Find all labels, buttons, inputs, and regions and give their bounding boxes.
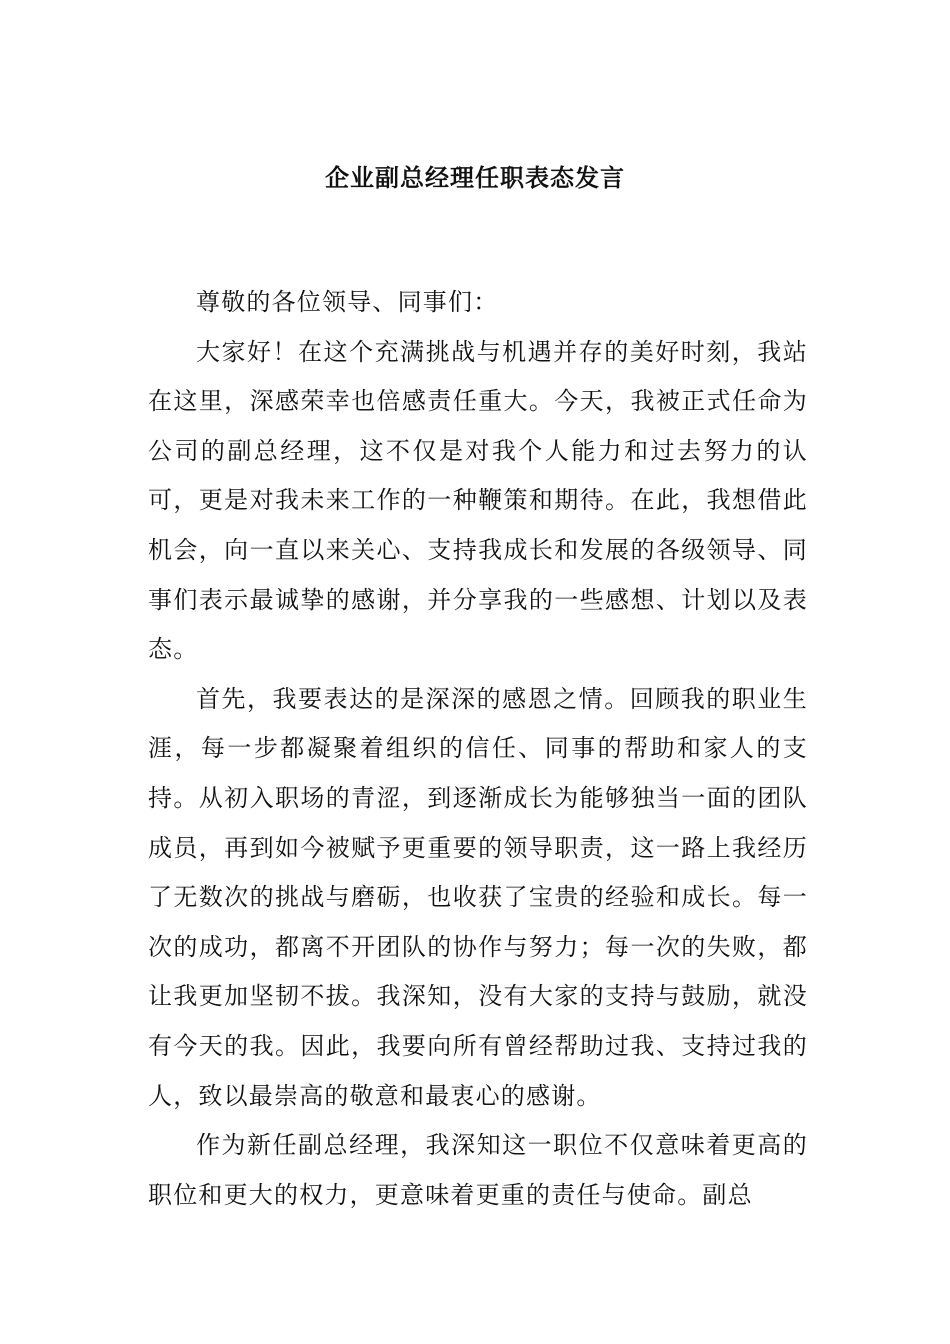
- paragraph-salutation: 尊敬的各位领导、同事们：: [196, 288, 499, 316]
- paragraph-responsibility: 作为新任副总经理，我深知这一职位不仅意味着更高的职位和更大的权力，更意味着更重的责任与使命。副总: [148, 1131, 808, 1209]
- paragraph-gratitude: 首先，我要表达的是深深的感恩之情。回顾我的职业生涯，每一步都凝聚着组织的信任、同事的帮助和家人的支持。从初入职场的青涩，到逐渐成长为能够独当一面的团队成员，再到如今被赋予更重要的领导职责，这一路上我经历了无数次的挑战与磨砺，也收获了宝贵的经验和成长。每一次的成功，都离不开团队的协作与努力；每一次的失败，都让我更加坚韧不拔。我深知，没有大家的支持与鼓励，就没有今天的我。因此，我要向所有曾经帮助过我、支持过我的人，致以最崇高的敬意和最衷心的感谢。: [148, 684, 808, 1110]
- paragraph-greeting: 大家好！在这个充满挑战与机遇并存的美好时刻，我站在这里，深感荣幸也倍感责任重大。今天，我被正式任命为公司的副总经理，这不仅是对我个人能力和过去努力的认可，更是对我未来工作的一种鞭策和期待。在此，我想借此机会，向一直以来关心、支持我成长和发展的各级领导、同事们表示最诚挚的感谢，并分享我的一些感想、计划以及表态。: [148, 337, 808, 664]
- document-body: [148, 278, 808, 1220]
- document-title: 企业副总经理任职表态发言: [325, 164, 625, 192]
